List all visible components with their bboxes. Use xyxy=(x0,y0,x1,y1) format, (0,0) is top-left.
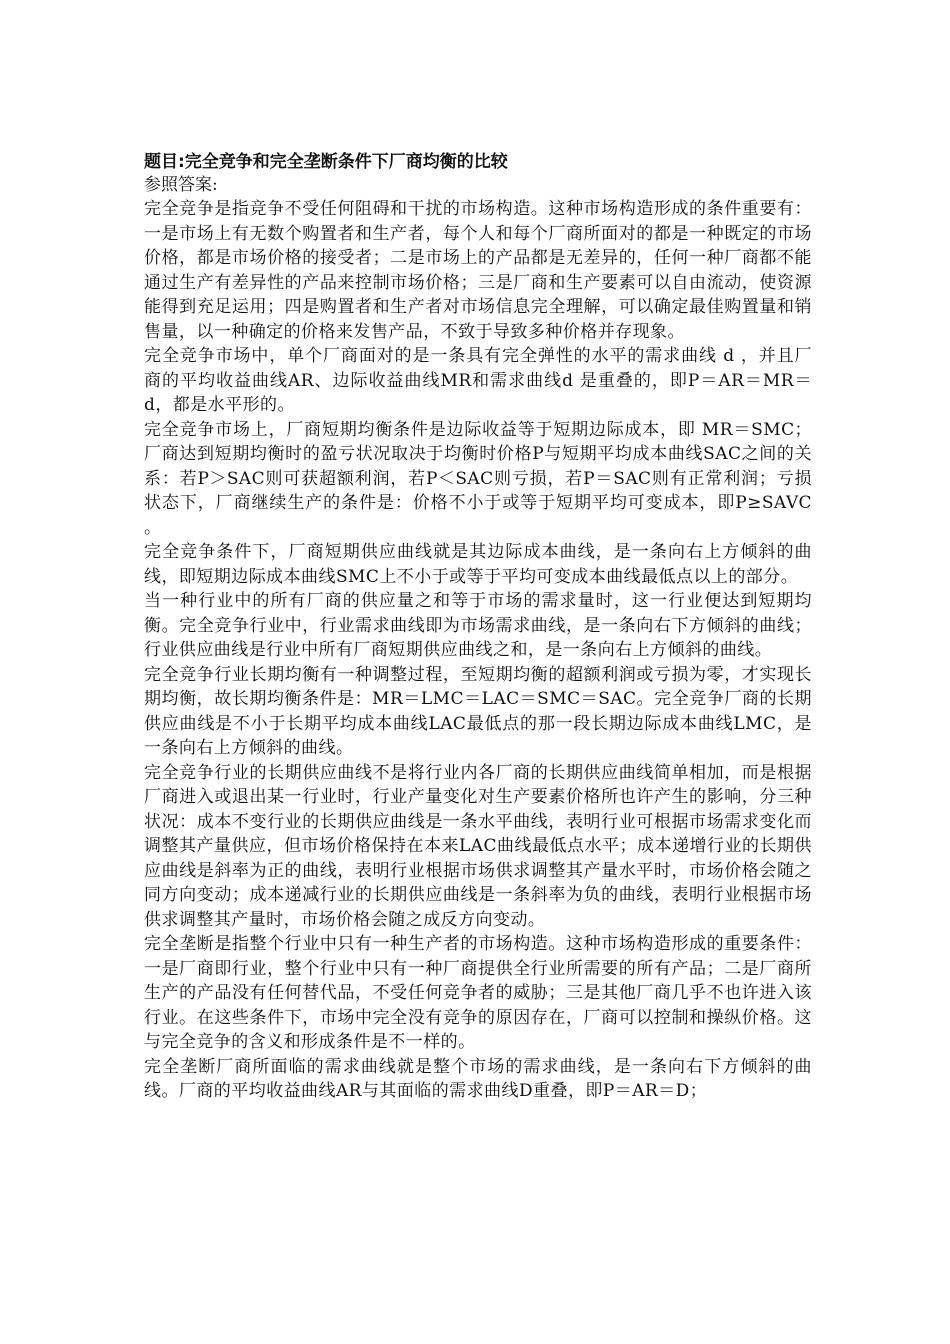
answer-label: 参照答案: xyxy=(144,175,218,195)
document-page xyxy=(144,150,812,1104)
paragraph-monopoly-demand-curve: 完全垄断厂商所面临的需求曲线就是整个市场的需求曲线，是一条向右下方倾斜的曲线。厂商的平均收益曲线AR与其面临的需求曲线D重叠，即P＝AR＝D； xyxy=(144,1056,812,1101)
paragraph-perfect-competition-definition: 完全竞争是指竞争不受任何阻碍和干扰的市场构造。这种市场构造形成的条件重要有：一是市场上有无数个购置者和生产者，每个人和每个厂商所面对的都是一种既定的市场价格，都是市场价格的接受者；二是市场上的产品都是无差异的，任何一种厂商都不能通过生产有差异性的产品来控制市场价格；三是厂商和生产要素可以自由流动，使资源能得到充足运用；四是购置者和生产者对市场信息完全理解，可以确定最佳购置量和销售量，以一种确定的价格来发售产品，不致于导致多种价格并存现象。 xyxy=(144,199,812,342)
paragraph-long-run-equilibrium: 完全竞争行业长期均衡有一种调整过程，至短期均衡的超额利润或亏损为零，才实现长期均衡，故长期均衡条件是：MR＝LMC＝LAC＝SMC＝SAC。完全竞争厂商的长期供应曲线是不小于长期平均成本曲线LAC最低点的那一段长期边际成本曲线LMC，是一条向右上方倾斜的曲线。 xyxy=(144,664,812,758)
paragraph-industry-short-run-equilibrium: 当一种行业中的所有厂商的供应量之和等于市场的需求量时，这一行业便达到短期均衡。完全竞争行业中，行业需求曲线即为市场需求曲线，是一条向右下方倾斜的曲线；行业供应曲线是行业中所有厂商短期供应曲线之和，是一条向右上方倾斜的曲线。 xyxy=(144,591,812,660)
paragraph-monopoly-definition: 完全垄断是指整个行业中只有一种生产者的市场构造。这种市场构造形成的重要条件：一是厂商即行业，整个行业中只有一种厂商提供全行业所需要的所有产品；二是厂商所生产的产品没有任何替代品，不受任何竞争者的威胁；三是其他厂商几乎不也许进入该行业。在这些条件下，市场中完全没有竞争的原因存在，厂商可以控制和操纵价格。这与完全竞争的含义和形成条件是不一样的。 xyxy=(144,934,812,1052)
paragraph-short-run-supply-curve: 完全竞争条件下，厂商短期供应曲线就是其边际成本曲线，是一条向右上方倾斜的曲线，即短期边际成本曲线SMC上不小于或等于平均可变成本曲线最低点以上的部分。 xyxy=(144,542,812,587)
paragraph-industry-long-run-supply: 完全竞争行业的长期供应曲线不是将行业内各厂商的长期供应曲线简单相加，而是根据厂商进入或退出某一行业时，行业产量变化对生产要素价格所也许产生的影响，分三种状况：成本不变行业的长期供应曲线是一条水平曲线，表明行业可根据市场需求变化而调整其产量供应，但市场价格保持在本来LAC曲线最低点水平；成本递增行业的长期供应曲线是斜率为正的曲线，表明行业根据市场供求调整其产量水平时，市场价格会随之同方向变动；成本递减行业的长期供应曲线是一条斜率为负的曲线，表明行业根据市场供求调整其产量时，市场价格会随之成反方向变动。 xyxy=(144,762,812,930)
paragraph-short-run-equilibrium: 完全竞争市场上，厂商短期均衡条件是边际收益等于短期边际成本，即 MR＝SMC；厂商达到短期均衡时的盈亏状况取决于均衡时价格P与短期平均成本曲线SAC之间的关系：若P＞SAC则可获超额利润，若P＜SAC则亏损，若P＝SAC则有正常利润；亏损状态下，厂商继续生产的条件是：价格不小于或等于短期平均可变成本，即P≥SAVC 。 xyxy=(144,419,812,538)
document-title: 题目:完全竞争和完全垄断条件下厂商均衡的比较 xyxy=(144,152,508,172)
paragraph-firm-demand-curve: 完全竞争市场中，单个厂商面对的是一条具有完全弹性的水平的需求曲线 d ，并且厂商的平均收益曲线AR、边际收益曲线MR和需求曲线d 是重叠的，即P＝AR＝MR＝d，都是水平形的。 xyxy=(144,346,812,415)
